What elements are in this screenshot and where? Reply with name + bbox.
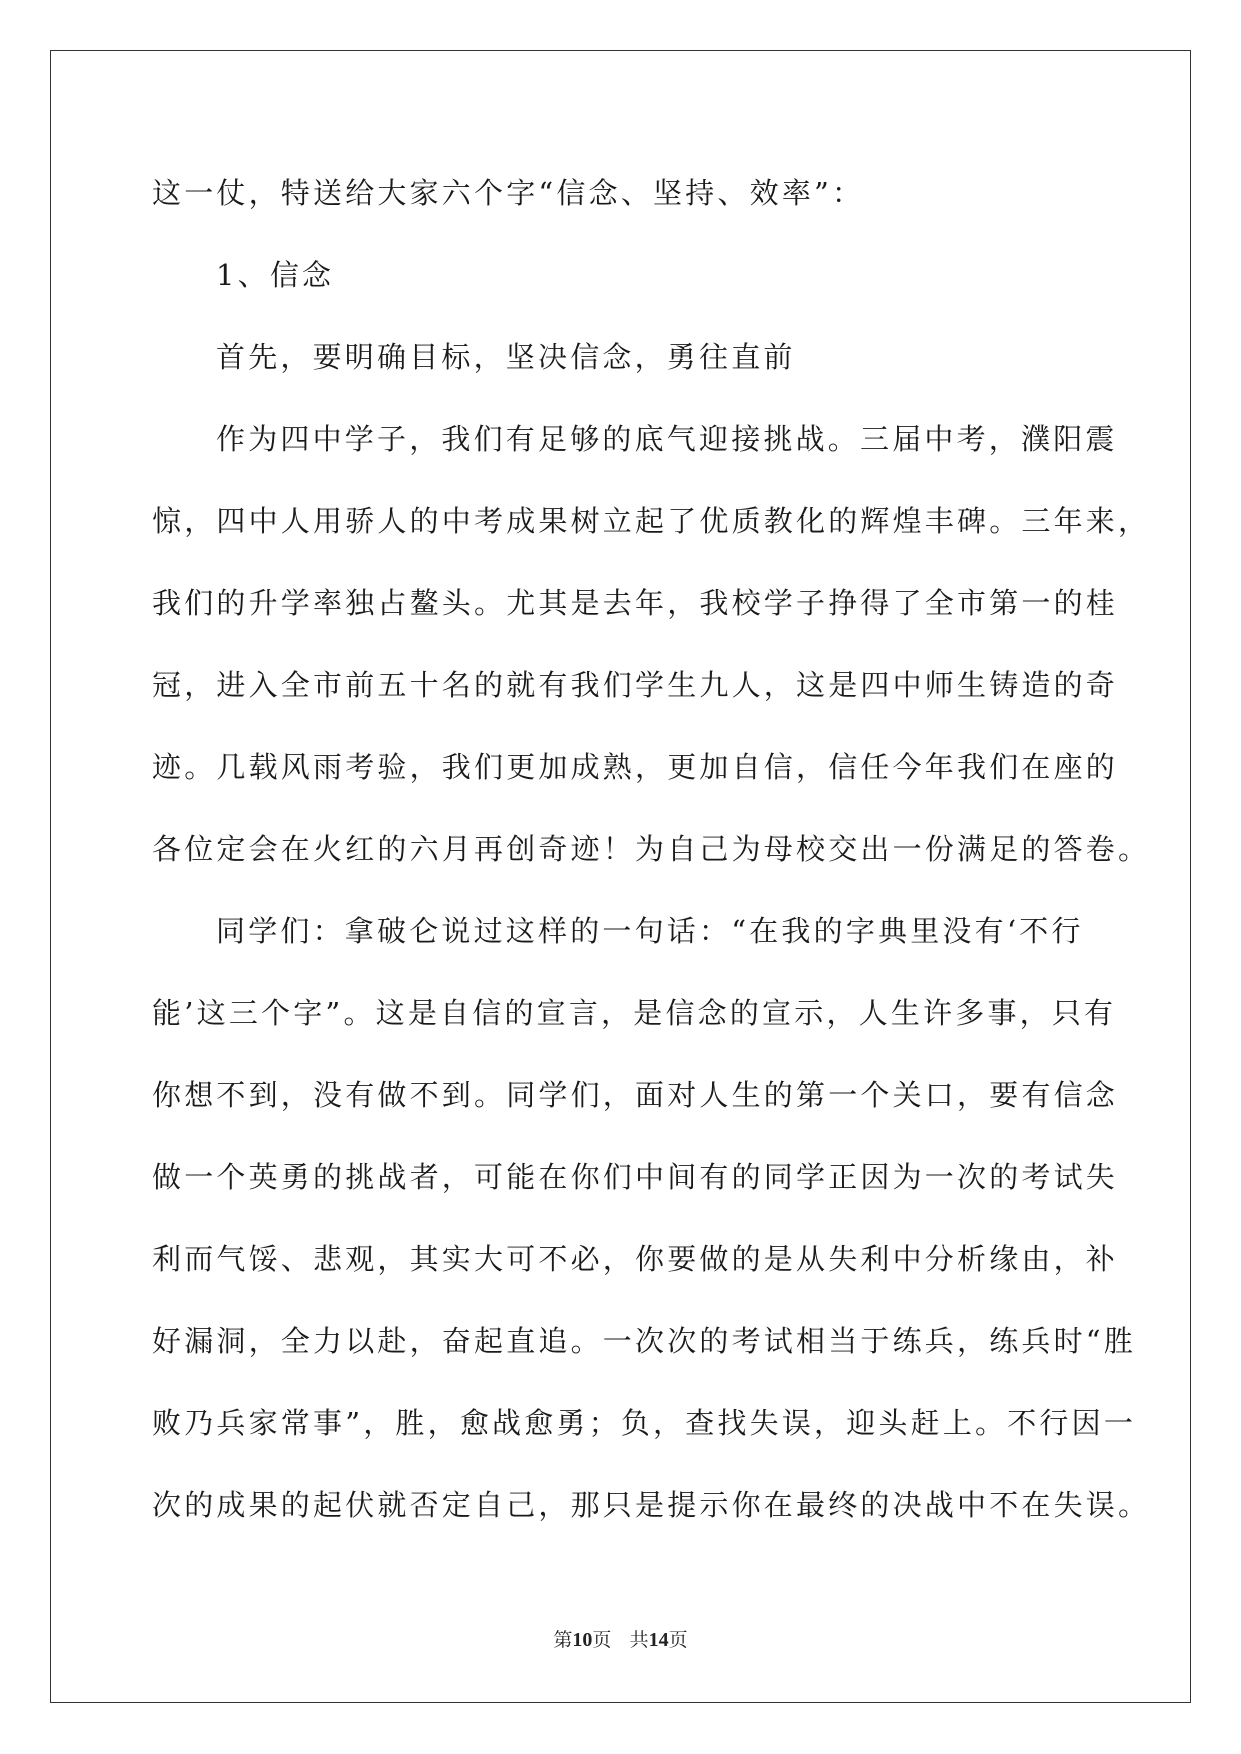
paragraph-line: 首先，要明确目标，坚决信念，勇往直前 [216,340,796,374]
footer-total-prefix: 共 [629,1629,649,1651]
total-page-number: 14 [648,1629,669,1651]
paragraph-line: 这一仗，特送给大家六个字“信念、坚持、效率”： [152,176,865,210]
current-page-number: 10 [572,1629,593,1651]
footer-page-suffix: 页 [592,1629,612,1651]
paragraph-line: 各位定会在火红的六月再创奇迹！为自己为母校交出一份满足的答卷。 [152,832,1151,866]
footer-total-suffix: 页 [668,1629,688,1651]
paragraph-line: 做一个英勇的挑战者，可能在你们中间有的同学正因为一次的考试失 [152,1160,1119,1194]
section-heading: 1、信念 [216,258,335,292]
paragraph-line: 你想不到，没有做不到。同学们，面对人生的第一个关口，要有信念 [152,1078,1119,1112]
paragraph-line: 冠，进入全市前五十名的就有我们学生九人，这是四中师生铸造的奇 [152,668,1119,702]
paragraph-line: 同学们：拿破仑说过这样的一句话：“在我的字典里没有‘不行 [216,914,1084,948]
paragraph-line: 惊，四中人用骄人的中考成果树立起了优质教化的辉煌丰碑。三年来， [152,504,1151,538]
paragraph-line: 利而气馁、悲观，其实大可不必，你要做的是从失利中分析缘由，补 [152,1242,1119,1276]
paragraph-line: 作为四中学子，我们有足够的底气迎接挑战。三届中考，濮阳震 [216,422,1118,456]
paragraph-line: 败乃兵家常事”，胜，愈战愈勇；负，查找失误，迎头赶上。不行因一 [152,1406,1137,1440]
footer-prefix: 第 [553,1629,573,1651]
paragraph-line: 迹。几载风雨考验，我们更加成熟，更加自信，信任今年我们在座的 [152,750,1119,784]
document-body [152,152,1151,1546]
paragraph-line: 次的成果的起伏就否定自己，那只是提示你在最终的决战中不在失误。 [152,1488,1151,1522]
paragraph-line: 好漏洞，全力以赴，奋起直追。一次次的考试相当于练兵，练兵时“胜 [152,1324,1137,1358]
paragraph-line: 我们的升学率独占鳌头。尤其是去年，我校学子挣得了全市第一的桂 [152,586,1119,620]
page-footer [0,1625,1241,1652]
paragraph-line: 能’这三个字”。这是自信的宣言，是信念的宣示，人生许多事，只有 [152,996,1117,1030]
